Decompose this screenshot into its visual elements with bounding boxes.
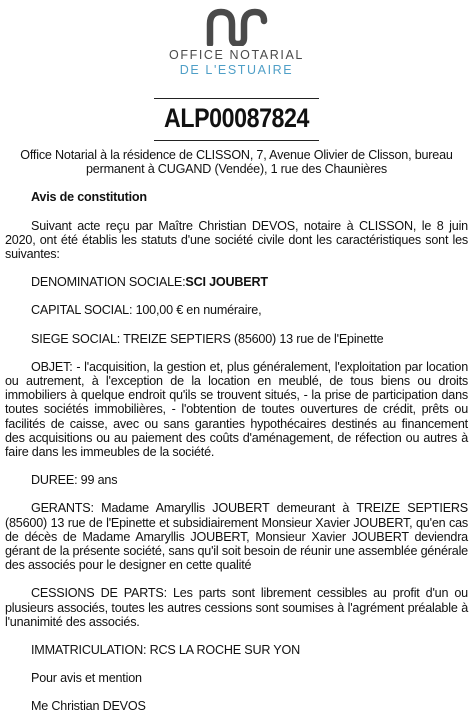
- capital-line: CAPITAL SOCIAL: 100,00 € en numéraire,: [31, 303, 262, 318]
- denomination-value: SCI JOUBERT: [185, 275, 268, 290]
- closing-line: Pour avis et mention: [31, 671, 142, 686]
- signature-line: Me Christian DEVOS: [31, 699, 146, 714]
- immatriculation-line: IMMATRICULATION: RCS LA ROCHE SUR YON: [31, 643, 300, 658]
- duree-line: DUREE: 99 ans: [31, 473, 118, 488]
- notice-heading: Avis de constitution: [31, 190, 147, 205]
- denomination-label: DENOMINATION SOCIALE:: [31, 275, 186, 290]
- office-address: Office Notarial à la résidence de CLISSON, 7, Avenue Olivier de Clisson, bureau permanent à CUGAND (Vendée), 1 rue des Chaunières: [20, 148, 453, 177]
- gerants-paragraph: GERANTS: Madame Amaryllis JOUBERT demeurant à TREIZE SEPTIERS (85600) 13 rue de l'Epinette et subsidiairement Monsieur Xavier JOUBERT, qu'en cas de décès de Madame Amaryllis JOUBERT, Monsieur Xavier JOUBERT deviendra gérant de la présente société, sans qu'il soit besoin de réunir une assemblée générale des associés pour le designer en cette qualité: [5, 501, 468, 573]
- divider-bottom: [154, 140, 319, 141]
- siege-line: SIEGE SOCIAL: TREIZE SEPTIERS (85600) 13 rue de l'Epinette: [31, 331, 384, 346]
- intro-paragraph: Suivant acte reçu par Maître Christian DEVOS, notaire à CLISSON, le 8 juin 2020, ont été établis les statuts d'une société civile dont les caractéristiques sont les suivantes:: [5, 218, 468, 262]
- logo-line-estuaire: DE L'ESTUAIRE: [179, 63, 294, 77]
- denomination-line: [5, 275, 468, 289]
- divider-top: [154, 98, 319, 99]
- reference-number: ALP00087824: [163, 103, 310, 133]
- office-logo: [0, 8, 473, 77]
- logo-mark-icon: [204, 8, 270, 46]
- cessions-paragraph: CESSIONS DE PARTS: Les parts sont librement cessibles au profit d'un ou plusieurs associés, toutes les autres cessions sont soumises à l'agrément préalable à l'unanimité des associés.: [5, 586, 468, 629]
- objet-paragraph: OBJET: - l'acquisition, la gestion et, plus généralement, l'exploitation par location ou autrement, à l'exception de la location en meublé, de tous biens ou droits immobiliers à quelque endroit qu'ils se trouvent situés, - la prise de participation dans toutes sociétés immobilières, - l'obtention de toutes ouvertures de crédit, prêts ou facilités de caisse, avec ou sans garanties hypothécaires destinés au financement des acquisitions ou au paiement des coûts d'aménagement, de réfection ou autres à faire dans les immeubles de la société.: [5, 359, 468, 460]
- logo-line-office: OFFICE NOTARIAL: [169, 48, 304, 62]
- notice-body: [5, 148, 468, 714]
